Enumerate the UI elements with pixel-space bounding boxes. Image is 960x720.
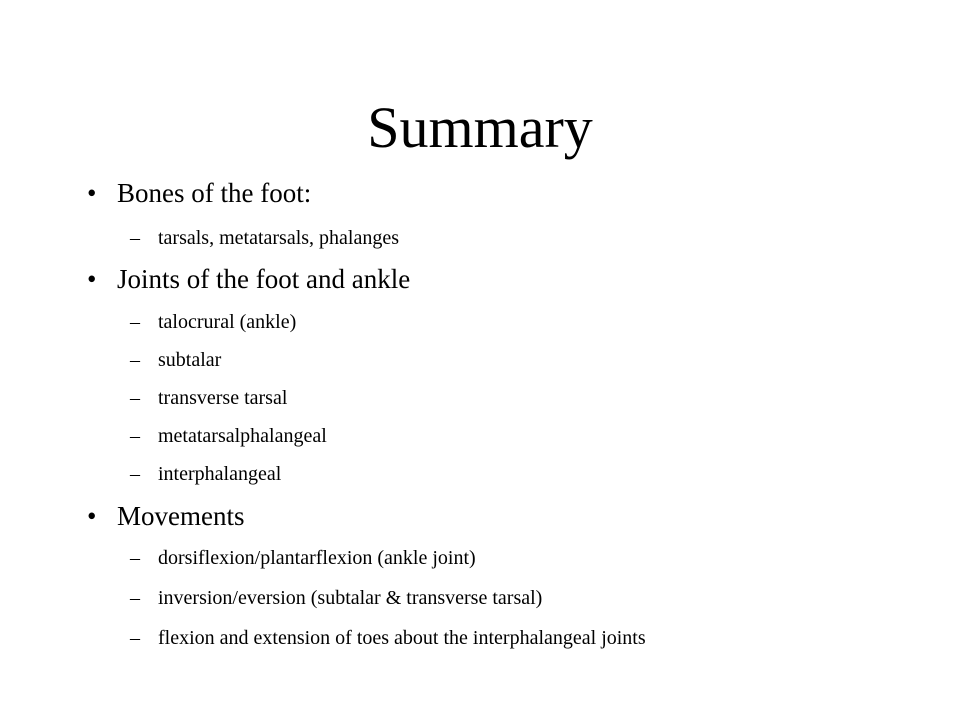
bullet-text: Movements <box>117 501 245 531</box>
sub-item <box>130 386 287 410</box>
sub-text: talocrural (ankle) <box>158 311 297 333</box>
sub-item <box>130 424 327 448</box>
bullet-bones-of-foot <box>87 177 311 209</box>
sub-text: interphalangeal <box>158 463 282 485</box>
bullet-movements <box>87 500 245 532</box>
sub-item <box>130 310 296 334</box>
sub-marker: – <box>130 587 140 609</box>
sub-marker: – <box>130 311 140 333</box>
sub-text: transverse tarsal <box>158 387 288 409</box>
sub-item <box>130 586 542 610</box>
sub-text: inversion/eversion (subtalar & transverse tarsal) <box>158 587 543 609</box>
sub-marker: – <box>130 387 140 409</box>
bullet-marker: • <box>87 501 97 531</box>
sub-text: metatarsalphalangeal <box>158 425 327 447</box>
sub-marker: – <box>130 547 140 569</box>
sub-marker: – <box>130 463 140 485</box>
bullet-marker: • <box>87 264 97 294</box>
sub-item <box>130 462 281 486</box>
sub-item <box>130 348 221 372</box>
sub-text: tarsals, metatarsals, phalanges <box>158 227 400 249</box>
sub-marker: – <box>130 627 140 649</box>
sub-marker: – <box>130 227 140 249</box>
sub-item <box>130 626 646 650</box>
sub-item <box>130 546 476 570</box>
sub-marker: – <box>130 425 140 447</box>
bullet-text: Bones of the foot: <box>117 178 312 208</box>
slide-title: Summary <box>367 95 593 160</box>
sub-item <box>130 226 399 250</box>
sub-marker: – <box>130 349 140 371</box>
bullet-marker: • <box>87 178 97 208</box>
bullet-joints <box>87 263 410 295</box>
sub-text: subtalar <box>158 349 222 371</box>
sub-text: flexion and extension of toes about the interphalangeal joints <box>158 627 646 649</box>
sub-text: dorsiflexion/plantarflexion (ankle joint) <box>158 547 476 569</box>
bullet-text: Joints of the foot and ankle <box>117 264 411 294</box>
